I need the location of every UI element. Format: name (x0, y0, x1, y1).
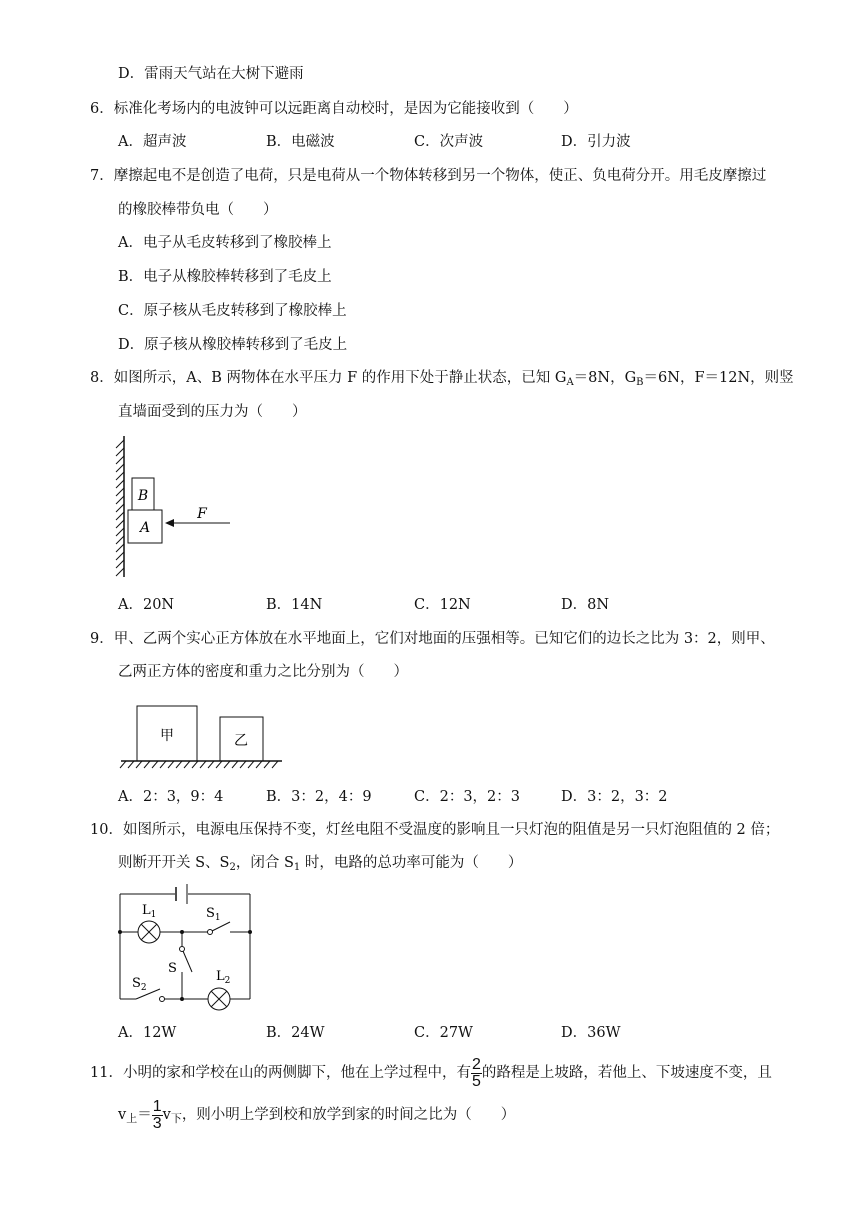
lamp-l2-label: $L_2$ (216, 969, 231, 986)
q8-figure (110, 432, 250, 582)
q9-stem-line2: 乙两正方体的密度和重力之比分别为（ ） (118, 664, 408, 680)
q8-option-c: C．12N (414, 597, 471, 613)
q5-option-d: D．雷雨天气站在大树下避雨 (118, 66, 304, 82)
battery-icon (176, 884, 187, 904)
q10-option-a: A．12W (118, 1025, 177, 1041)
q11-stem-line1: 11．小明的家和学校在山的两侧脚下，他在上学过程中，有 $\frac{2}{5}$ 的路程是上坡路，若他上、下坡速度不变，且 (90, 1055, 772, 1090)
q10-stem-line2: 则断开开关 S、$S_2$，闭合 $S_1$ 时，电路的总功率可能为（ ） (118, 855, 523, 873)
q10-circuit (112, 884, 262, 1014)
q6-option-b: B．电磁波 (266, 134, 335, 150)
cube-yi-label: 乙 (234, 733, 248, 749)
q8-option-a: A．20N (118, 597, 175, 613)
q7-option-a: A．电子从毛皮转移到了橡胶棒上 (118, 235, 332, 251)
switch-s-icon (180, 947, 193, 979)
block-b-label: B (137, 488, 149, 504)
q6-stem: 6．标准化考场内的电波钟可以远距离自动校时，是因为它能接收到（ ） (90, 101, 578, 117)
ground (120, 761, 282, 768)
q9-option-b: B．3：2，4：9 (266, 789, 372, 805)
lamp-l1-label: $L_1$ (142, 903, 157, 920)
q7-stem-line2: 的橡胶棒带负电（ ） (118, 202, 278, 218)
q6-option-c: C．次声波 (414, 134, 484, 150)
wall (116, 436, 124, 577)
block-a-label: A (139, 520, 151, 536)
q10-option-b: B．24W (266, 1025, 325, 1041)
q8-option-b: B．14N (266, 597, 323, 613)
switch-s1-label: $S_1$ (206, 906, 221, 923)
switch-s-label: S (168, 961, 177, 976)
q6-option-d: D．引力波 (561, 134, 631, 150)
q7-option-c: C．原子核从毛皮转移到了橡胶棒上 (118, 303, 347, 319)
q8-stem-line2: 直墙面受到的压力为（ ） (118, 404, 307, 420)
q7-stem-line1: 7．摩擦起电不是创造了电荷，只是电荷从一个物体转移到另一个物体，使正、负电荷分开。用毛皮摩擦过 (90, 168, 767, 184)
q10-option-c: C．27W (414, 1025, 473, 1041)
q11-stem-line2: $v_上=$ $\frac{1}{3}$ $v_下$，则小明上学到校和放学到家的时间之比为（ ） (118, 1097, 516, 1132)
switch-s2-label: $S_2$ (132, 976, 147, 993)
q8-option-d: D．8N (561, 597, 610, 613)
fraction-one-third: $\frac{1}{3}$ (152, 1097, 162, 1132)
cube-jia-label: 甲 (160, 728, 174, 744)
force-arrowhead (165, 519, 174, 527)
q9-option-c: C．2：3，2：3 (414, 789, 520, 805)
fraction-two-fifths: $\frac{2}{5}$ (471, 1055, 481, 1090)
lamp-l1-icon (138, 921, 160, 943)
lamp-l2-icon (208, 988, 230, 1010)
q9-stem-line1: 9．甲、乙两个实心正方体放在水平地面上，它们对地面的压强相等。已知它们的边长之比为 3：2，则甲、 (90, 631, 775, 647)
q9-option-a: A．2：3，9：4 (118, 789, 224, 805)
q8-stem-line1: 8．如图所示，A、B 两物体在水平压力 F 的作用下处于静止状态，已知 $G_A=8N$，$G_B=6N$，F＝12N，则竖 (90, 370, 794, 388)
force-label: F (197, 506, 207, 522)
q9-option-d: D．3：2，3：2 (561, 789, 668, 805)
q6-option-a: A．超声波 (118, 134, 187, 150)
q9-figure (116, 700, 286, 776)
q10-stem-line1: 10．如图所示，电源电压保持不变，灯丝电阻不受温度的影响且一只灯泡的阻值是另一只灯泡阻值的 2 倍； (90, 822, 780, 838)
switch-s1-icon (208, 922, 231, 935)
q10-option-d: D．36W (561, 1025, 621, 1041)
q7-option-b: B．电子从橡胶棒转移到了毛皮上 (118, 269, 332, 285)
q7-option-d: D．原子核从橡胶棒转移到了毛皮上 (118, 337, 348, 353)
